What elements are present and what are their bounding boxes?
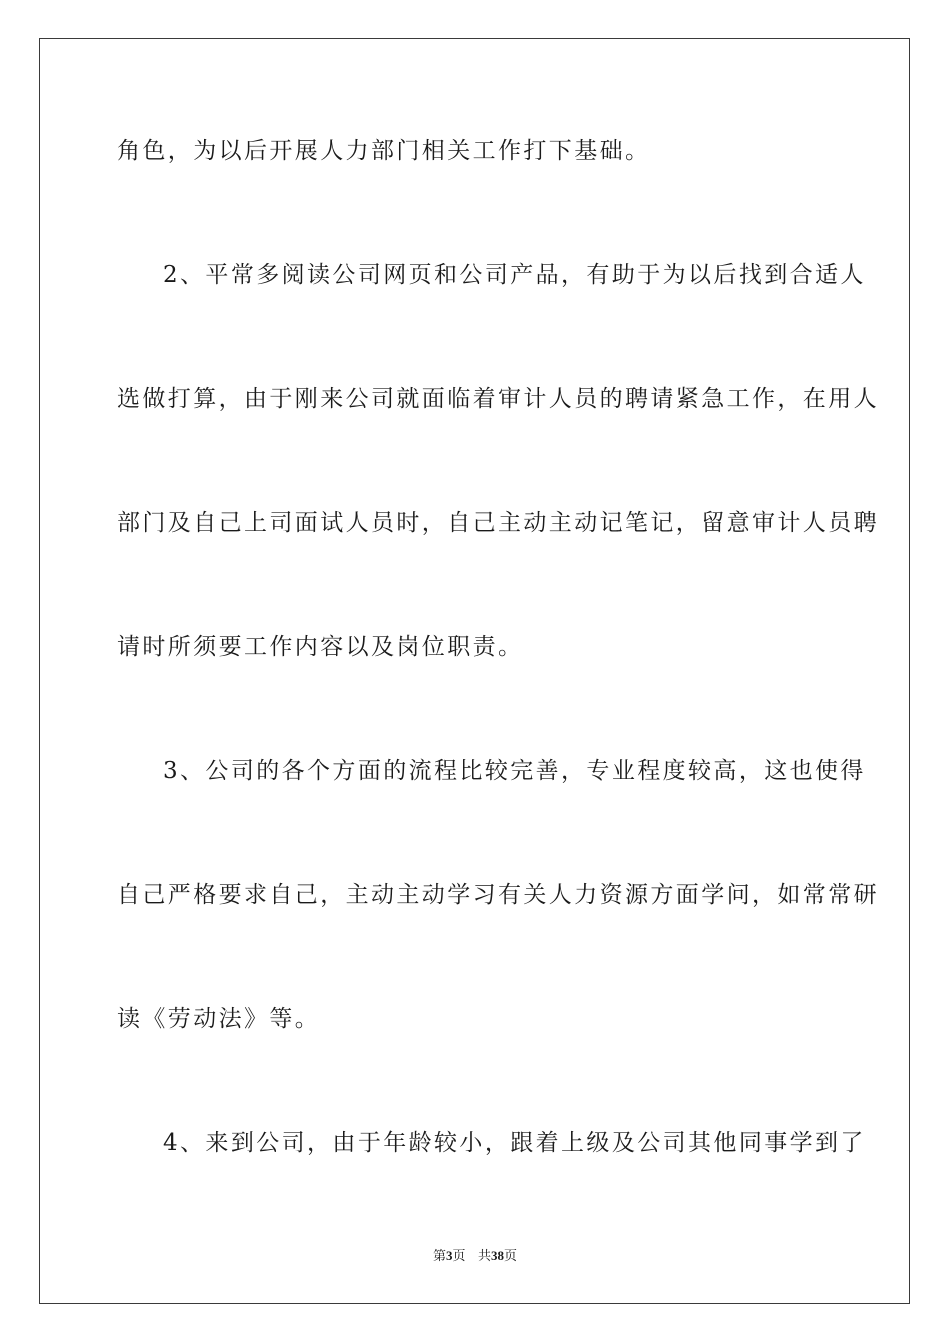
text-line-9: 4、来到公司，由于年龄较小，跟着上级及公司其他同事学到了 [163,1130,866,1156]
page-suffix: 页 [452,1249,466,1264]
page-footer [0,1248,950,1265]
text-line-8: 读《劳动法》等。 [117,1006,321,1032]
total-suffix: 页 [503,1249,517,1264]
text-line-5: 请时所须要工作内容以及岗位职责。 [117,634,524,660]
text-line-4: 部门及自己上司面试人员时，自己主动主动记笔记，留意审计人员聘 [117,510,879,536]
text-line-2: 2、平常多阅读公司网页和公司产品，有助于为以后找到合适人 [163,262,866,288]
total-prefix: 共 [477,1249,491,1264]
page-prefix: 第 [433,1249,447,1264]
text-line-7: 自己严格要求自己，主动主动学习有关人力资源方面学问，如常常研 [117,882,879,908]
text-line-1: 角色，为以后开展人力部门相关工作打下基础。 [117,138,651,164]
total-pages: 38 [490,1248,504,1263]
page-number: 3 [446,1248,453,1263]
text-line-3: 选做打算，由于刚来公司就面临着审计人员的聘请紧急工作，在用人 [117,386,879,412]
text-line-6: 3、公司的各个方面的流程比较完善，专业程度较高，这也使得 [163,758,866,784]
page-border [39,38,910,1304]
